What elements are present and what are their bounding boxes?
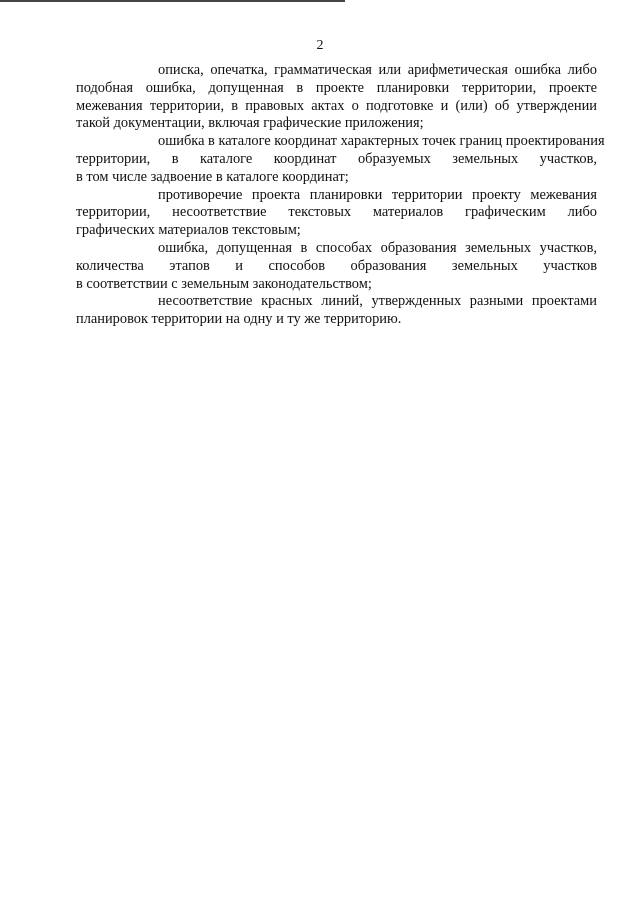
- scan-top-edge: [0, 0, 345, 2]
- text-line: количества этапов и способов образования земельных участков: [76, 257, 597, 274]
- text-line: такой документации, включая графические приложения;: [76, 115, 424, 132]
- text-line: описка, опечатка, грамматическая или арифметическая ошибка либо: [158, 62, 597, 78]
- text-line: территории, в каталоге координат образуемых земельных участков,: [76, 150, 597, 167]
- text-line: в соответствии с земельным законодательством;: [76, 275, 372, 292]
- paragraph-coordinate-errors: [76, 133, 605, 186]
- text-line: графических материалов текстовым;: [76, 222, 301, 239]
- text-line: межевания территории, в правовых актах о подготовке и (или) об утверждении: [76, 97, 597, 114]
- text-line: в том числе задвоение в каталоге координат;: [76, 168, 349, 185]
- text-line: планировок территории на одну и ту же территорию.: [76, 311, 402, 328]
- text-line: противоречие проекта планировки территории проекту межевания: [158, 186, 597, 203]
- paragraph-red-lines-mismatch: [76, 293, 597, 329]
- paragraph-typo-errors: [76, 62, 597, 133]
- text-line: ошибка, допущенная в способах образования земельных участков,: [158, 239, 597, 256]
- page-number: 2: [316, 38, 324, 53]
- text-line: несоответствие красных линий, утвержденных разными проектами: [158, 293, 597, 310]
- text-line: подобная ошибка, допущенная в проекте планировки территории, проекте: [76, 79, 597, 96]
- text-line: ошибка в каталоге координат характерных точек границ проектирования: [158, 133, 605, 150]
- document-body: [76, 62, 605, 329]
- text-line: территории, несоответствие текстовых материалов графическим либо: [76, 204, 597, 221]
- paragraph-land-formation-errors: [76, 240, 597, 293]
- paragraph-plan-contradiction: [76, 187, 597, 240]
